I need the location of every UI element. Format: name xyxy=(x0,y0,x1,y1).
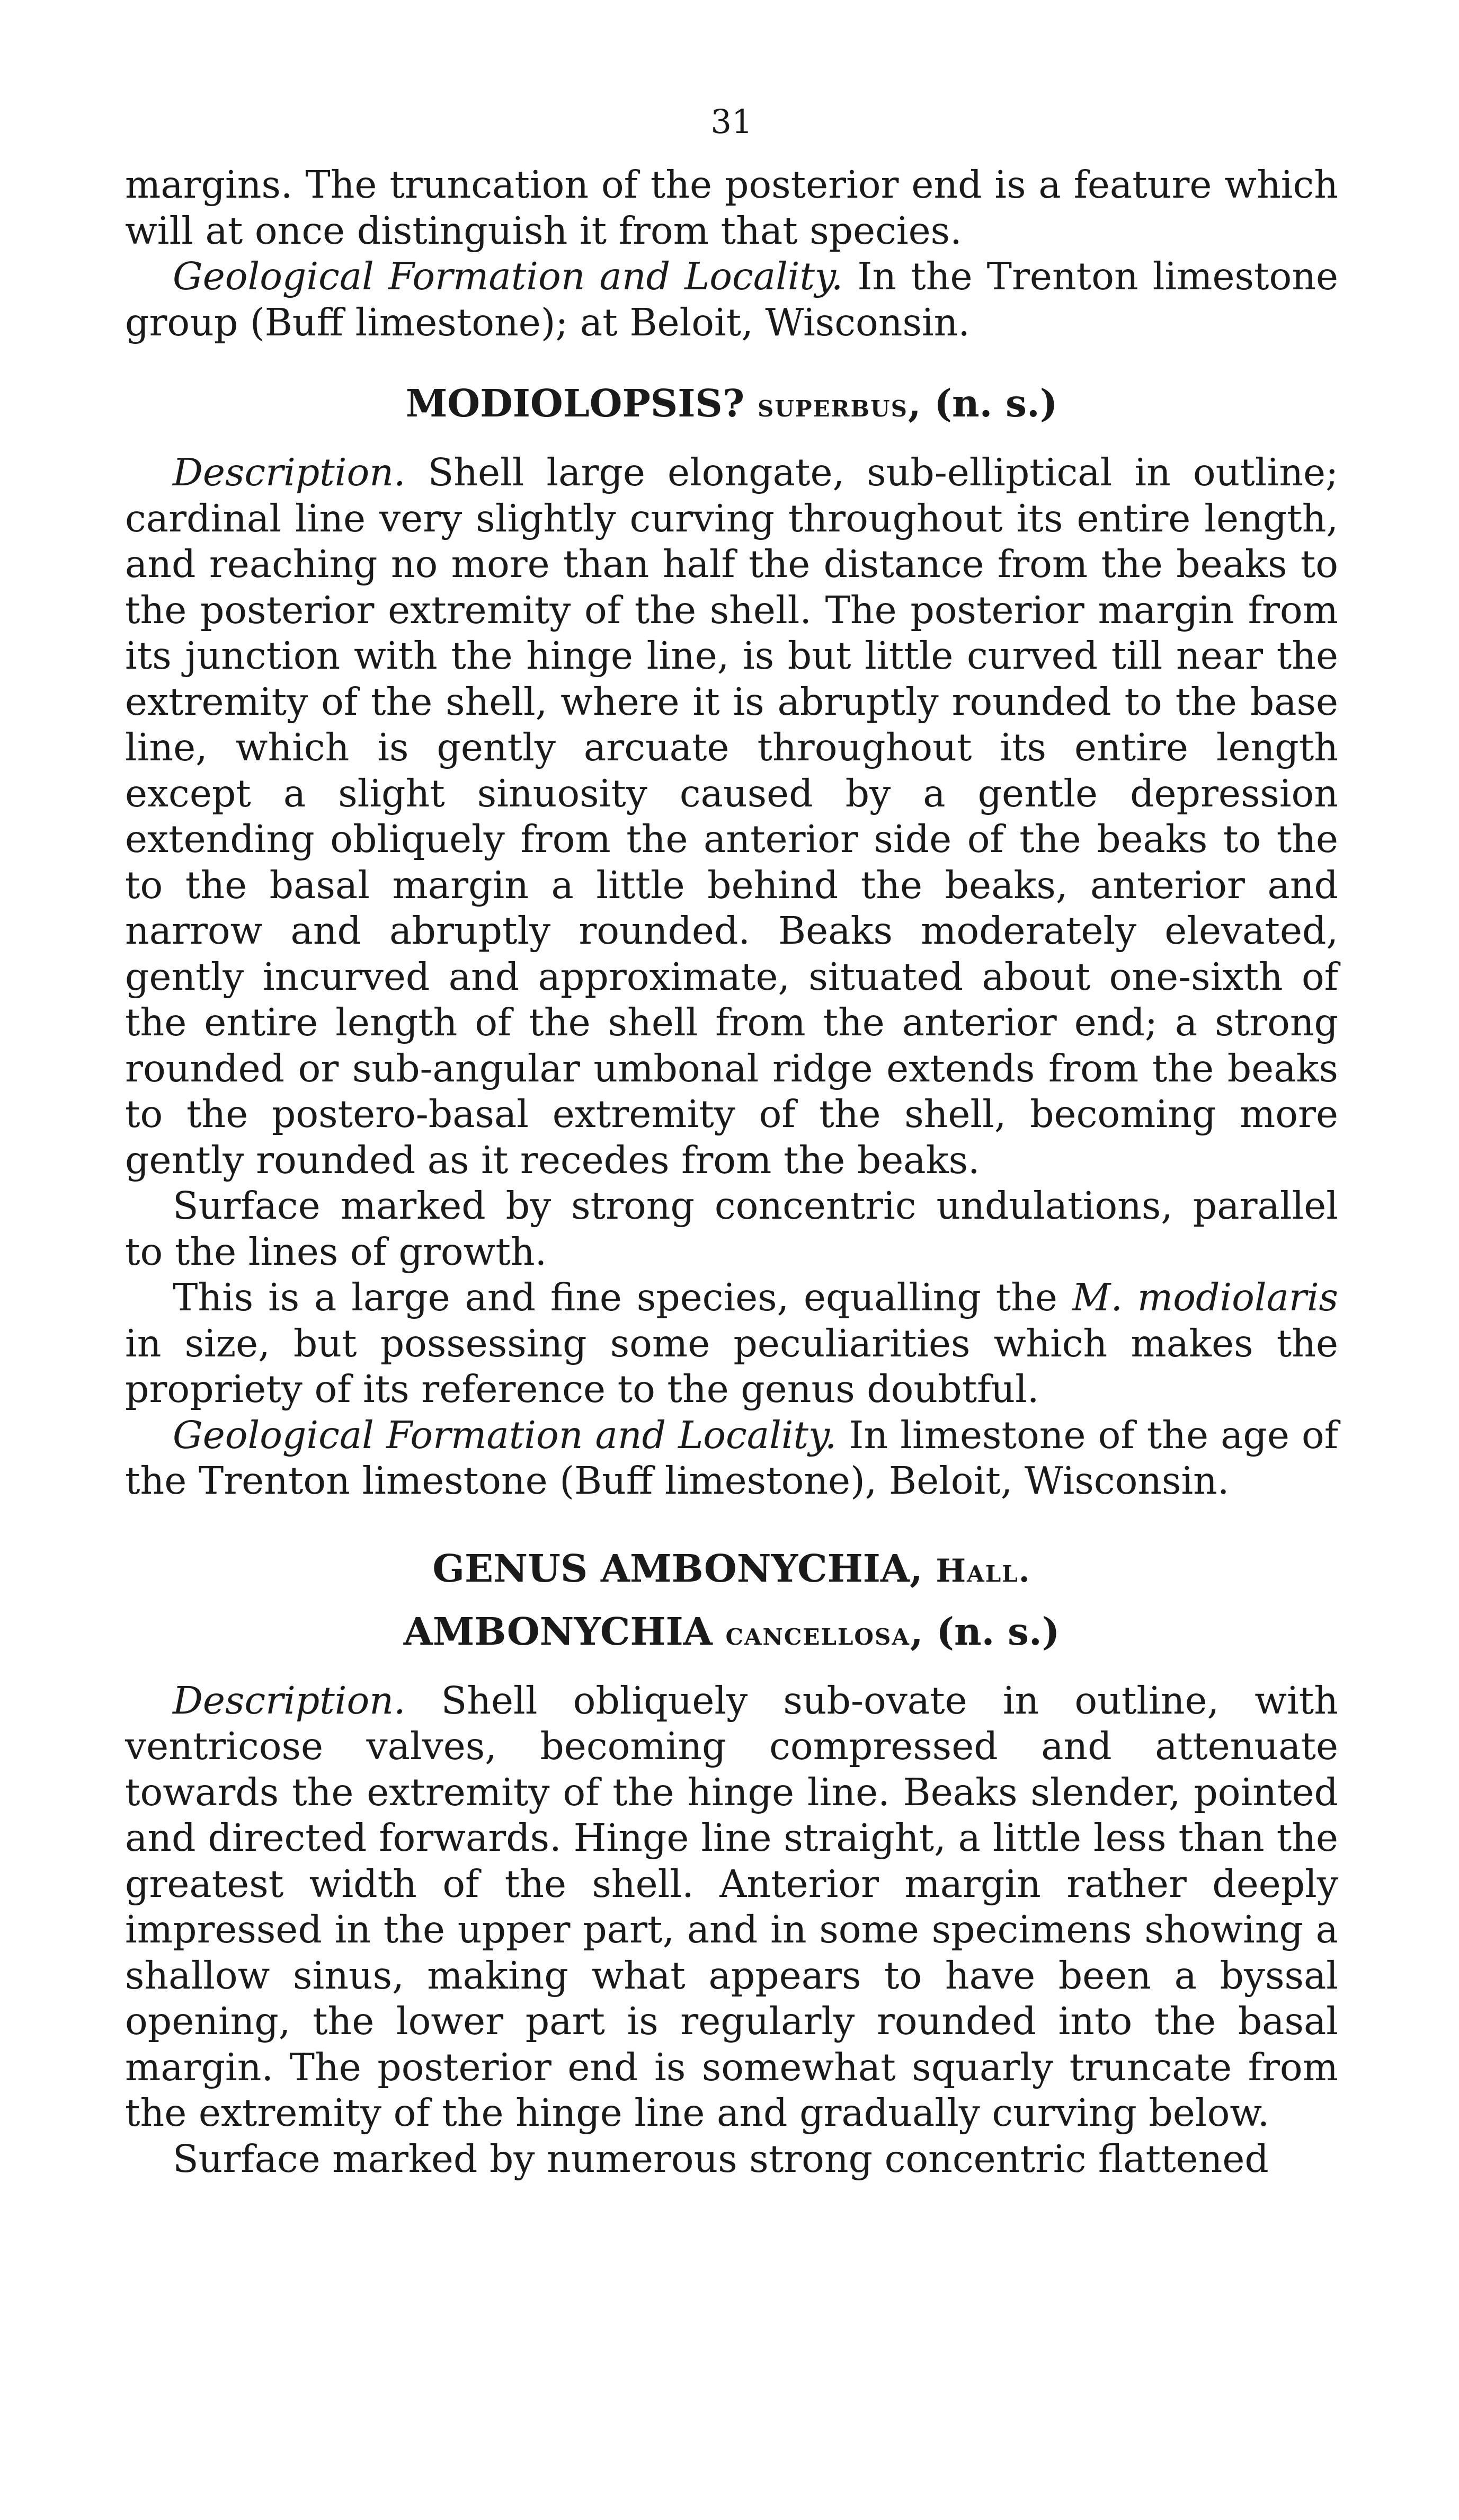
genus-name: GENUS AMBONYCHIA, xyxy=(432,1546,936,1591)
ambonychia-description-text: Shell obliquely sub-ovate in outline, with ventricose valves, becoming compressed and attenuate towards the extremity of the hinge line. Beaks slender, pointed and directed forwards. Hinge line straight, a little less than the greatest width of the shell. Anterior margin rather deeply impressed in the upper part, and in some specimens showing a shallow sinus, making what appears to have been a byssal opening, the lower part is regularly rounded into the basal margin. The posterior end is somewhat squarly truncate from the extremity of the hinge line and gradually curving below. xyxy=(125,1678,1338,2135)
modiolopsis-heading xyxy=(125,380,1338,429)
modiolopsis-locality-text: In limestone of the age of the Trenton limestone (Buff limestone), Beloit, Wisconsin. xyxy=(125,1413,1338,1503)
modiolopsis-remark-b: in size, but possessing some peculiarities which makes the propriety of its reference to the genus doubtful. xyxy=(125,1321,1338,1411)
modiolopsis-description xyxy=(125,450,1338,1183)
ambonychia-description-lead: Description. xyxy=(173,1678,406,1723)
modiolopsis-description-lead: Description. xyxy=(173,450,406,494)
intro-locality-lead: Geological Formation and Locality. xyxy=(173,254,843,298)
page-number: 31 xyxy=(710,102,753,141)
ambonychia-description xyxy=(125,1678,1338,2136)
modiolopsis-suffix: , (n. s.) xyxy=(908,381,1058,425)
ambonychia-genus: AMBONYCHIA xyxy=(403,1609,726,1654)
modiolopsis-remark xyxy=(125,1275,1338,1413)
intro-text: margins. The truncation of the posterior end is a feature which will at once distinguish it from that species. xyxy=(125,163,1338,253)
modiolopsis-locality xyxy=(125,1413,1338,1504)
modiolopsis-surface xyxy=(125,1183,1338,1275)
genus-author: Hall. xyxy=(936,1552,1031,1590)
intro-locality-paragraph xyxy=(125,254,1338,345)
ambonychia-surface xyxy=(125,2136,1338,2182)
modiolopsis-remark-species: M. modiolaris xyxy=(1072,1275,1338,1319)
genus-heading xyxy=(125,1546,1338,1594)
intro-paragraph xyxy=(125,162,1338,254)
ambonychia-surface-text: Surface marked by numerous strong concentric flattened xyxy=(173,2136,1269,2181)
modiolopsis-surface-text: Surface marked by strong concentric undulations, parallel to the lines of growth. xyxy=(125,1184,1338,1274)
ambonychia-suffix: , (n. s.) xyxy=(910,1609,1060,1654)
page xyxy=(125,101,1338,2182)
modiolopsis-remark-a: This is a large and fine species, equalling the xyxy=(173,1275,1072,1319)
modiolopsis-locality-lead: Geological Formation and Locality. xyxy=(173,1413,837,1457)
ambonychia-heading xyxy=(125,1609,1338,1657)
modiolopsis-description-text: Shell large elongate, sub-elliptical in outline; cardinal line very slightly curving throughout its entire length, and reaching no more than half the distance from the beaks to the posterior extremity of the shell. The posterior margin from its junction with the hinge line, is but little curved till near the extremity of the shell, where it is abruptly rounded to the base line, which is gently arcuate throughout its entire length except a slight sinuosity caused by a gentle depression extending obliquely from the anterior side of the beaks to the to the basal margin a little behind the beaks, anterior and narrow and abruptly rounded. Beaks moderately elevated, gently incurved and approximate, situated about one-sixth of the entire length of the shell from the anterior end; a strong rounded or sub-angular umbonal ridge extends from the beaks to the postero-basal extremity of the shell, becoming more gently rounded as it recedes from the beaks. xyxy=(125,450,1338,1182)
intro-locality-text: In the Trenton limestone group (Buff limestone); at Beloit, Wisconsin. xyxy=(125,254,1338,344)
modiolopsis-species: superbus xyxy=(758,387,908,424)
ambonychia-species: cancellosa xyxy=(725,1615,910,1653)
modiolopsis-genus: MODIOLOPSIS? xyxy=(405,381,758,425)
